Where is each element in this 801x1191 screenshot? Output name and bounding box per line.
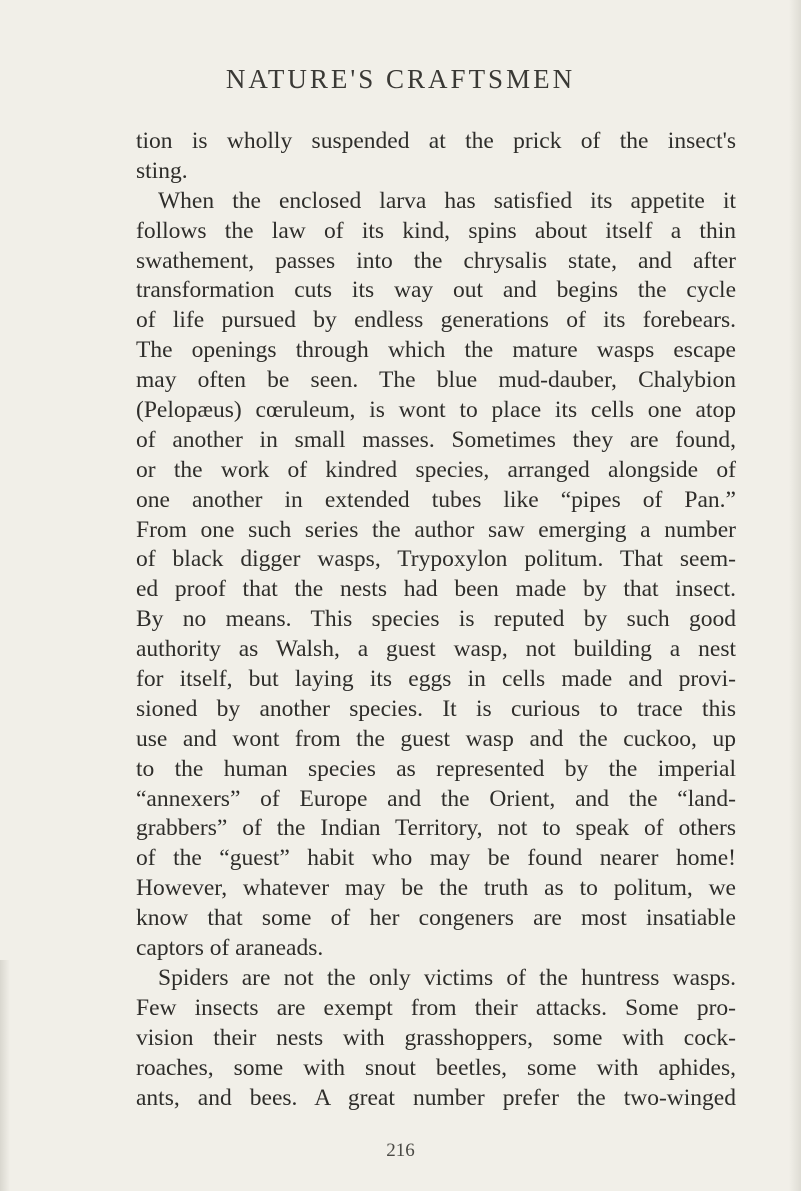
text-line: one another in extended tubes like “pipes of Pan.” bbox=[136, 486, 736, 513]
text-line: “annexers” of Europe and the Orient, and the “land- bbox=[136, 785, 736, 812]
text-line: Spiders are not the only victims of the huntress wasps. bbox=[158, 964, 736, 991]
text-line: may often be seen. The blue mud-dauber, Chalybion bbox=[136, 367, 736, 394]
text-line: Few insects are exempt from their attacks. Some pro- bbox=[136, 994, 736, 1021]
text-line: tion is wholly suspended at the prick of the insect's bbox=[136, 128, 736, 154]
text-line: of life pursued by endless generations of its forebears. bbox=[136, 307, 736, 334]
text-line: sioned by another species. It is curious to trace this bbox=[136, 695, 736, 722]
text-line: ed proof that the nests had been made by that insect. bbox=[136, 576, 736, 603]
text-line: captors of araneads. bbox=[136, 935, 324, 962]
page-edge-shadow-right bbox=[789, 0, 801, 1191]
text-line: of the “guest” habit who may be found nearer home! bbox=[136, 845, 736, 872]
text-line: or the work of kindred species, arranged alongside of bbox=[136, 456, 736, 483]
text-line: (Pelopæus) cœruleum, is wont to place its cells one atop bbox=[136, 397, 736, 424]
text-line: authority as Walsh, a guest wasp, not building a nest bbox=[136, 636, 736, 663]
text-line: transformation cuts its way out and begins the cycle bbox=[136, 277, 736, 304]
text-line: roaches, some with snout beetles, some with aphides, bbox=[136, 1054, 736, 1081]
text-line: ants, and bees. A great number prefer the two-winged bbox=[136, 1084, 736, 1111]
text-line: The openings through which the mature wasps escape bbox=[136, 337, 736, 364]
text-line: vision their nests with grasshoppers, some with cock- bbox=[136, 1024, 736, 1051]
text-line: of another in small masses. Sometimes they are found, bbox=[136, 426, 736, 453]
text-line: follows the law of its kind, spins about itself a thin bbox=[136, 217, 736, 244]
text-line: However, whatever may be the truth as to politum, we bbox=[136, 875, 736, 902]
page-number: 216 bbox=[386, 1140, 415, 1161]
body-text bbox=[136, 127, 736, 1113]
text-line: From one such series the author saw emerging a number bbox=[136, 516, 736, 543]
text-line: use and wont from the guest wasp and the cuckoo, up bbox=[136, 725, 736, 752]
text-line: swathement, passes into the chrysalis state, and after bbox=[136, 247, 736, 274]
text-line: grabbers” of the Indian Territory, not to speak of others bbox=[136, 815, 736, 842]
text-line: know that some of her congeners are most insatiable bbox=[136, 905, 736, 932]
running-head: NATURE'S CRAFTSMEN bbox=[225, 64, 576, 94]
text-line: to the human species as represented by the imperial bbox=[136, 755, 736, 782]
text-line: of black digger wasps, Trypoxylon politum. That seem- bbox=[136, 546, 736, 573]
text-line: for itself, but laying its eggs in cells made and provi- bbox=[136, 666, 736, 693]
text-line: When the enclosed larva has satisfied its appetite it bbox=[158, 187, 736, 214]
text-line: sting. bbox=[136, 157, 188, 184]
text-line: By no means. This species is reputed by such good bbox=[136, 606, 736, 633]
